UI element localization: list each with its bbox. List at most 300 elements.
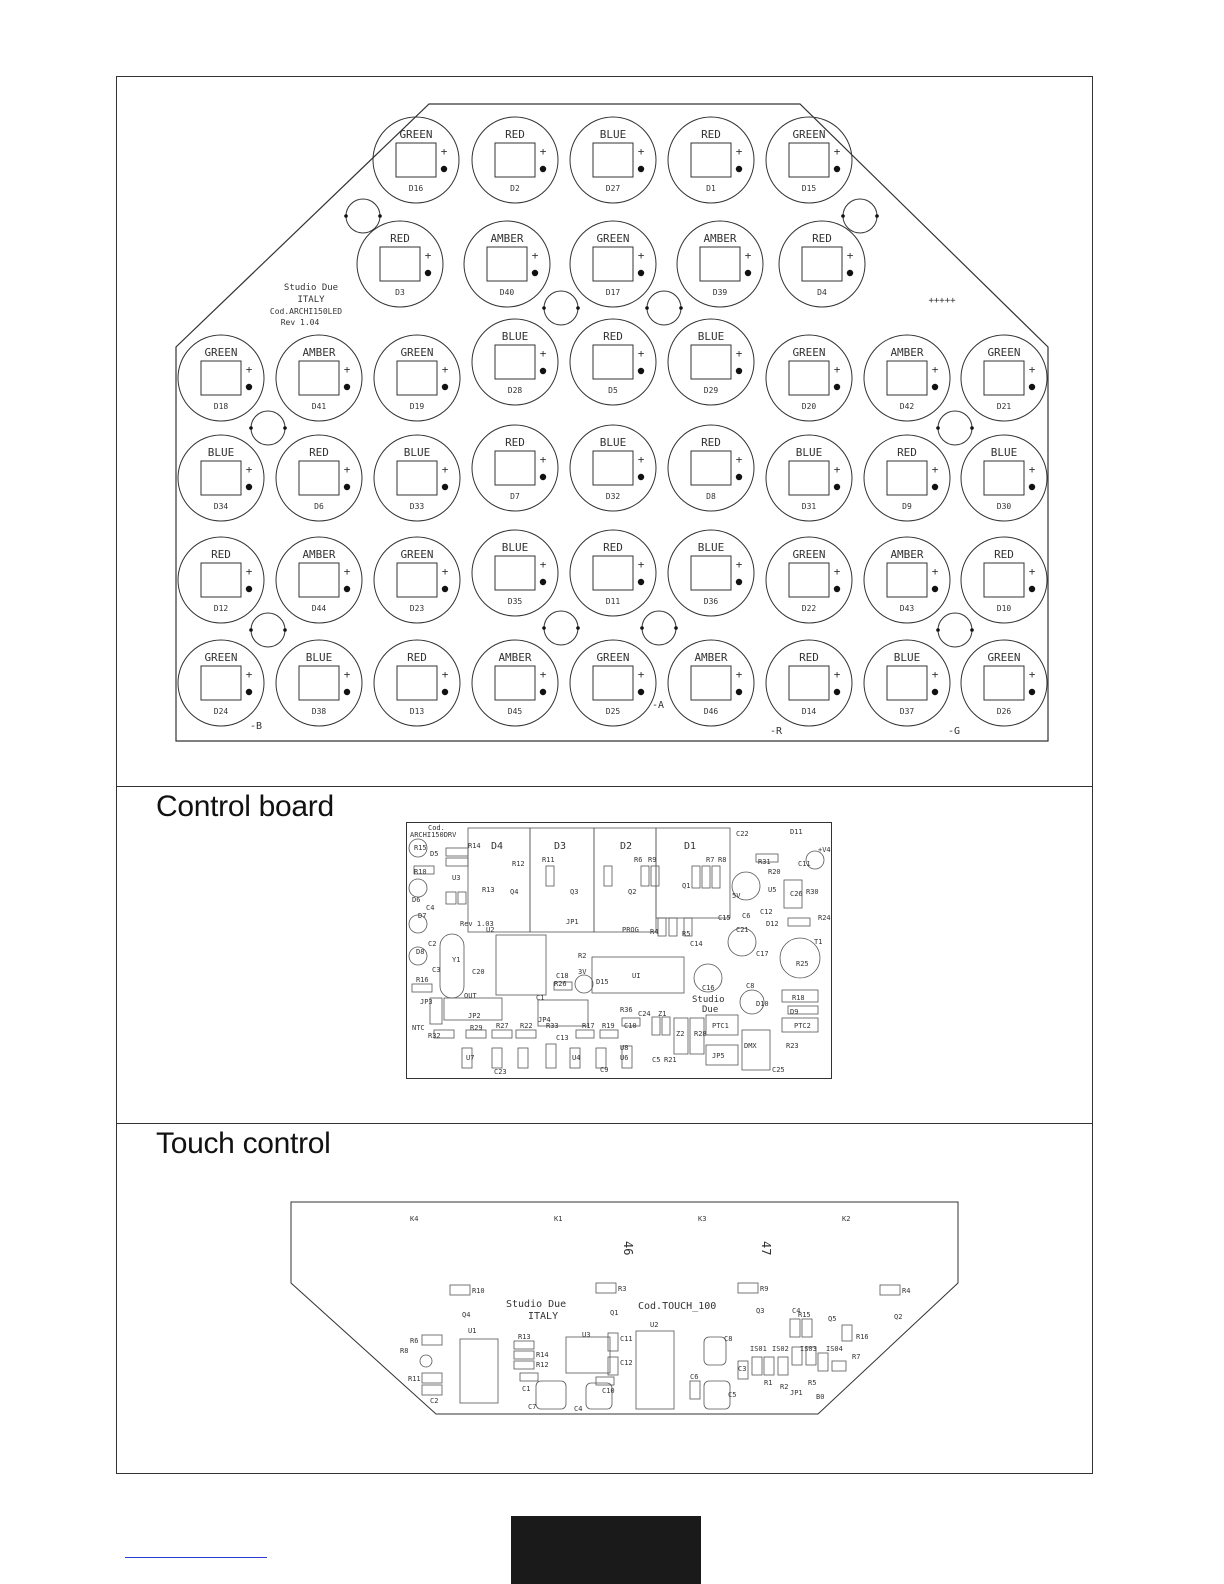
component-label: D11 <box>790 828 803 836</box>
component-label: R30 <box>806 888 819 896</box>
component-label: C21 <box>736 926 749 934</box>
led-d23 <box>374 537 460 623</box>
component-label: R28 <box>694 1030 707 1038</box>
led-color-label: GREEN <box>792 548 826 561</box>
led-d4 <box>779 221 865 307</box>
led-d45 <box>472 640 558 726</box>
component-label: R32 <box>428 1032 441 1040</box>
led-cathode-dot <box>442 384 448 390</box>
led-plus-mark: + <box>441 363 449 376</box>
led-d22 <box>766 537 852 623</box>
led-cathode-dot <box>638 474 644 480</box>
component-label: D12 <box>766 920 779 928</box>
component-label: JP2 <box>468 1012 481 1020</box>
component-label: R17 <box>582 1022 595 1030</box>
led-pad <box>593 143 633 177</box>
led-pad <box>984 666 1024 700</box>
led-cathode-dot <box>540 474 546 480</box>
mounting-hole <box>645 291 683 325</box>
component-label: R12 <box>536 1361 549 1369</box>
led-pad <box>495 143 535 177</box>
led-pad <box>691 666 731 700</box>
led-color-label: BLUE <box>599 436 627 449</box>
led-ref-label: D45 <box>507 707 523 716</box>
led-d12 <box>178 537 264 623</box>
component-label: C11 <box>798 860 811 868</box>
component-label: U2 <box>486 926 495 934</box>
led-d10 <box>961 537 1047 623</box>
component-label: C10 <box>602 1387 615 1395</box>
component-label: U4 <box>572 1054 581 1062</box>
control-brand: Studio <box>692 995 725 1005</box>
led-cathode-dot <box>834 384 840 390</box>
mounting-hole <box>249 411 287 445</box>
led-ref-label: D7 <box>510 492 520 501</box>
led-cathode-dot <box>736 166 742 172</box>
component-label: DMX <box>744 1042 757 1050</box>
component-label: C23 <box>494 1068 507 1076</box>
led-cathode-dot <box>932 484 938 490</box>
section-divider <box>116 786 1093 787</box>
mounting-hole <box>542 611 580 645</box>
led-color-label: GREEN <box>987 651 1021 664</box>
mounting-hole <box>249 613 287 647</box>
component-label: D5 <box>430 850 439 858</box>
component-label: C11 <box>620 1335 633 1343</box>
component-label: C5 <box>652 1056 661 1064</box>
led-ref-label: D1 <box>706 184 716 193</box>
led-color-label: BLUE <box>501 330 529 343</box>
component-label: R5 <box>682 930 691 938</box>
led-pad <box>397 461 437 495</box>
led-plus-mark: + <box>539 347 547 360</box>
led-color-label: GREEN <box>400 346 434 359</box>
led-color-label: GREEN <box>400 548 434 561</box>
led-plus-mark: + <box>440 145 448 158</box>
led-pad <box>495 451 535 485</box>
led-pad <box>691 556 731 590</box>
touch-cod: Cod.TOUCH_100 <box>638 1301 717 1312</box>
led-cathode-dot <box>834 586 840 592</box>
component-label: U7 <box>466 1054 475 1062</box>
led-ref-label: D19 <box>409 402 425 411</box>
led-ref-label: D31 <box>801 502 817 511</box>
component-label: Q5 <box>828 1315 837 1323</box>
led-pad <box>691 143 731 177</box>
component-label: R21 <box>664 1056 677 1064</box>
led-pad <box>887 461 927 495</box>
led-d18 <box>178 335 264 421</box>
component-label: PROG <box>622 926 639 934</box>
component-label: C8 <box>724 1335 733 1343</box>
led-plus-mark: + <box>846 249 854 262</box>
led-cathode-dot <box>638 270 644 276</box>
led-cathode-dot <box>344 484 350 490</box>
led-plus-mark: + <box>343 463 351 476</box>
led-d16 <box>373 117 459 203</box>
led-cathode-dot <box>540 689 546 695</box>
component-label: C17 <box>756 950 769 958</box>
component-label: Y1 <box>452 956 461 964</box>
led-plus-mark: + <box>441 463 449 476</box>
led-ref-label: D37 <box>899 707 915 716</box>
component-label: R4 <box>902 1287 911 1295</box>
led-cathode-dot <box>246 384 252 390</box>
component-label: Q4 <box>462 1311 471 1319</box>
led-d8 <box>668 425 754 511</box>
led-plus-mark: + <box>539 668 547 681</box>
led-plus-mark: + <box>744 249 752 262</box>
component-label: C12 <box>620 1359 633 1367</box>
led-pad <box>700 247 740 281</box>
led-ref-label: D35 <box>507 597 523 606</box>
led-d13 <box>374 640 460 726</box>
component-label: C2 <box>430 1397 439 1405</box>
led-d41 <box>276 335 362 421</box>
component-label: C12 <box>760 908 773 916</box>
component-label: R20 <box>768 868 781 876</box>
led-pad <box>789 143 829 177</box>
component-label: C6 <box>742 912 751 920</box>
led-cathode-dot <box>1029 484 1035 490</box>
led-cathode-dot <box>1029 689 1035 695</box>
led-cathode-dot <box>540 166 546 172</box>
led-color-label: BLUE <box>893 651 921 664</box>
led-ref-label: D17 <box>605 288 621 297</box>
led-cathode-dot <box>834 484 840 490</box>
led-color-label: RED <box>211 548 231 561</box>
led-d30 <box>961 435 1047 521</box>
led-d15 <box>766 117 852 203</box>
component-label: R15 <box>798 1311 811 1319</box>
led-color-label: RED <box>812 232 832 245</box>
led-ref-label: D8 <box>706 492 716 501</box>
component-label: R16 <box>416 976 429 984</box>
led-pad <box>299 563 339 597</box>
component-label: C26 <box>790 890 803 898</box>
led-cathode-dot <box>532 270 538 276</box>
led-pad <box>789 666 829 700</box>
led-d2 <box>472 117 558 203</box>
led-pad <box>789 563 829 597</box>
led-plus-mark: + <box>735 668 743 681</box>
led-color-label: GREEN <box>204 346 238 359</box>
led-color-label: GREEN <box>399 128 433 141</box>
component-label: +V4 <box>818 846 831 854</box>
component-label: C16 <box>702 984 715 992</box>
led-plus-mark: + <box>1028 565 1036 578</box>
component-label: R9 <box>760 1285 769 1293</box>
component-label: R27 <box>496 1022 509 1030</box>
led-plus-mark: + <box>833 145 841 158</box>
component-label: Q3 <box>756 1307 765 1315</box>
led-color-label: AMBER <box>890 346 924 359</box>
led-d11 <box>570 530 656 616</box>
component-label: R2 <box>578 952 587 960</box>
led-plus-mark: + <box>637 558 645 571</box>
led-cathode-dot <box>442 484 448 490</box>
driver-label: D3 <box>554 841 567 852</box>
led-cathode-dot <box>736 474 742 480</box>
component-label: R7 <box>706 856 715 864</box>
touch-key-label: K4 <box>410 1215 419 1223</box>
led-pad <box>802 247 842 281</box>
led-pad <box>495 345 535 379</box>
control-cod: Cod. <box>428 824 445 832</box>
component-label: Q1 <box>682 882 691 890</box>
component-label: R31 <box>758 858 771 866</box>
led-d1 <box>668 117 754 203</box>
led-plus-mark: + <box>343 565 351 578</box>
led-color-label: AMBER <box>703 232 737 245</box>
led-ref-label: D32 <box>605 492 621 501</box>
component-label: C2 <box>428 940 437 948</box>
led-pad <box>299 666 339 700</box>
component-label: R18 <box>792 994 805 1002</box>
led-pad <box>789 361 829 395</box>
component-label: C10 <box>624 1022 637 1030</box>
led-plus-mark: + <box>735 558 743 571</box>
component-label: R15 <box>414 844 427 852</box>
footer-link-underline[interactable] <box>125 1557 267 1558</box>
component-label: D8 <box>416 948 425 956</box>
component-label: C25 <box>772 1066 785 1074</box>
led-plus-mark: + <box>833 463 841 476</box>
led-plus-mark: + <box>441 565 449 578</box>
component-label: U2 <box>650 1321 659 1329</box>
led-ref-label: D4 <box>817 288 827 297</box>
terminal-label: -G <box>948 726 961 737</box>
led-d27 <box>570 117 656 203</box>
component-label: T1 <box>814 938 823 946</box>
led-ref-label: D22 <box>801 604 817 613</box>
led-ref-label: D33 <box>409 502 425 511</box>
led-cathode-dot <box>540 368 546 374</box>
component-label: R25 <box>796 960 809 968</box>
led-color-label: BLUE <box>501 541 529 554</box>
led-plus-mark: + <box>343 668 351 681</box>
led-ref-label: D46 <box>703 707 719 716</box>
touch-key-label: K3 <box>698 1215 707 1223</box>
led-ref-label: D26 <box>996 707 1012 716</box>
led-d26 <box>961 640 1047 726</box>
led-cathode-dot <box>344 384 350 390</box>
led-pad <box>396 143 436 177</box>
led-plus-mark: + <box>931 668 939 681</box>
led-plus-mark: + <box>1028 463 1036 476</box>
led-d42 <box>864 335 950 421</box>
component-label: B0 <box>816 1393 825 1401</box>
led-color-label: GREEN <box>596 651 630 664</box>
component-label: U5 <box>768 886 777 894</box>
led-d21 <box>961 335 1047 421</box>
led-d25 <box>570 640 656 726</box>
led-plus-mark: + <box>637 453 645 466</box>
component-label: C4 <box>792 1307 801 1315</box>
led-color-label: GREEN <box>792 346 826 359</box>
led-pad <box>984 563 1024 597</box>
led-color-label: GREEN <box>987 346 1021 359</box>
component-label: R3 <box>618 1285 627 1293</box>
touch-brand: ITALY <box>528 1311 559 1322</box>
led-plus-mark: + <box>245 565 253 578</box>
component-label: R6 <box>634 856 643 864</box>
led-pad <box>380 247 420 281</box>
led-d37 <box>864 640 950 726</box>
component-label: R22 <box>520 1022 533 1030</box>
led-pad <box>201 563 241 597</box>
component-label: C3 <box>432 966 441 974</box>
led-d33 <box>374 435 460 521</box>
led-cathode-dot <box>344 689 350 695</box>
led-cathode-dot <box>932 689 938 695</box>
led-d5 <box>570 319 656 405</box>
led-color-label: BLUE <box>305 651 333 664</box>
component-label: R16 <box>856 1333 869 1341</box>
component-label: Q2 <box>894 1313 903 1321</box>
led-pad <box>593 451 633 485</box>
component-label: R10 <box>414 868 427 876</box>
touch-brand: Studio Due <box>506 1299 567 1310</box>
component-label: R6 <box>410 1337 419 1345</box>
component-label: JP5 <box>712 1052 725 1060</box>
led-cathode-dot <box>246 689 252 695</box>
led-plus-mark: + <box>833 565 841 578</box>
component-label: Q1 <box>610 1309 619 1317</box>
led-d36 <box>668 530 754 616</box>
component-label: C13 <box>556 1034 569 1042</box>
led-d28 <box>472 319 558 405</box>
control-cod-name: ARCHI150DRV <box>410 831 457 839</box>
component-label: U3 <box>452 874 461 882</box>
component-label: R10 <box>472 1287 485 1295</box>
led-ref-label: D2 <box>510 184 520 193</box>
led-plus-mark: + <box>833 363 841 376</box>
component-label: Q4 <box>510 888 519 896</box>
component-label: R23 <box>786 1042 799 1050</box>
board-info-line: ITALY <box>297 295 325 305</box>
led-color-label: RED <box>701 128 721 141</box>
led-color-label: BLUE <box>599 128 627 141</box>
component-label: IS04 <box>826 1345 843 1353</box>
led-ref-label: D18 <box>213 402 229 411</box>
component-label: U1 <box>468 1327 477 1335</box>
component-label: U3 <box>582 1331 591 1339</box>
led-plus-mark: + <box>1028 363 1036 376</box>
touch-number: 47 <box>759 1241 773 1256</box>
led-cathode-dot <box>638 368 644 374</box>
led-cathode-dot <box>736 368 742 374</box>
component-label: R8 <box>400 1347 409 1355</box>
led-plus-mark: + <box>539 558 547 571</box>
component-label: C3 <box>738 1365 747 1373</box>
control-board-diagram <box>406 822 832 1080</box>
led-color-label: GREEN <box>596 232 630 245</box>
led-plus-mark: + <box>931 363 939 376</box>
led-plus-mark: + <box>735 145 743 158</box>
led-cathode-dot <box>1029 384 1035 390</box>
led-ref-label: D9 <box>902 502 912 511</box>
led-cathode-dot <box>638 166 644 172</box>
led-plus-mark: + <box>531 249 539 262</box>
component-label: C15 <box>718 914 731 922</box>
component-label: C1 <box>536 994 545 1002</box>
led-color-label: RED <box>799 651 819 664</box>
led-color-label: AMBER <box>890 548 924 561</box>
component-label: 5V <box>732 892 741 900</box>
component-label: C4 <box>574 1405 583 1413</box>
driver-label: D1 <box>684 841 697 852</box>
led-pad <box>201 361 241 395</box>
led-pad <box>984 361 1024 395</box>
led-ref-label: D41 <box>311 402 327 411</box>
component-label: D6 <box>412 896 421 904</box>
led-cathode-dot <box>847 270 853 276</box>
component-label: JP3 <box>420 998 433 1006</box>
led-d7 <box>472 425 558 511</box>
component-label: R12 <box>512 860 525 868</box>
component-label: OUT <box>464 992 477 1000</box>
led-color-label: RED <box>407 651 427 664</box>
led-d32 <box>570 425 656 511</box>
led-color-label: BLUE <box>207 446 235 459</box>
touch-key-label: K1 <box>554 1215 563 1223</box>
component-label: D10 <box>756 1000 769 1008</box>
led-color-label: GREEN <box>204 651 238 664</box>
board-info-line: Studio Due <box>283 283 339 293</box>
component-label: PTC1 <box>712 1022 729 1030</box>
led-d14 <box>766 640 852 726</box>
led-cathode-dot <box>736 689 742 695</box>
led-plus-mark: + <box>637 347 645 360</box>
component-label: C24 <box>638 1010 651 1018</box>
led-color-label: BLUE <box>795 446 823 459</box>
led-pad <box>887 666 927 700</box>
mounting-hole <box>936 613 974 647</box>
component-label: IS03 <box>800 1345 817 1353</box>
led-cathode-dot <box>441 166 447 172</box>
led-pad <box>495 556 535 590</box>
terminal-label: -A <box>652 700 665 711</box>
touch-control-diagram <box>290 1201 960 1417</box>
led-pad <box>887 361 927 395</box>
component-label: PTC2 <box>794 1022 811 1030</box>
led-plus-mark: + <box>735 453 743 466</box>
led-d31 <box>766 435 852 521</box>
led-ref-label: D44 <box>311 604 327 613</box>
led-color-label: AMBER <box>498 651 532 664</box>
led-ref-label: D15 <box>801 184 817 193</box>
component-label: R14 <box>468 842 481 850</box>
board-info-line: Cod.ARCHI150LED <box>269 307 343 316</box>
led-plus-mark: + <box>245 668 253 681</box>
led-d3 <box>357 221 443 307</box>
component-label: UI <box>632 972 641 980</box>
led-ref-label: D29 <box>703 386 719 395</box>
led-ref-label: D40 <box>499 288 515 297</box>
led-ref-label: D23 <box>409 604 425 613</box>
component-label: R1 <box>764 1379 773 1387</box>
touch-number: 46 <box>621 1241 635 1256</box>
component-label: R5 <box>808 1379 817 1387</box>
driver-label: D4 <box>491 841 504 852</box>
led-d6 <box>276 435 362 521</box>
led-color-label: RED <box>603 541 623 554</box>
led-pad <box>789 461 829 495</box>
led-ref-label: D34 <box>213 502 229 511</box>
led-cathode-dot <box>834 689 840 695</box>
led-pad <box>397 563 437 597</box>
